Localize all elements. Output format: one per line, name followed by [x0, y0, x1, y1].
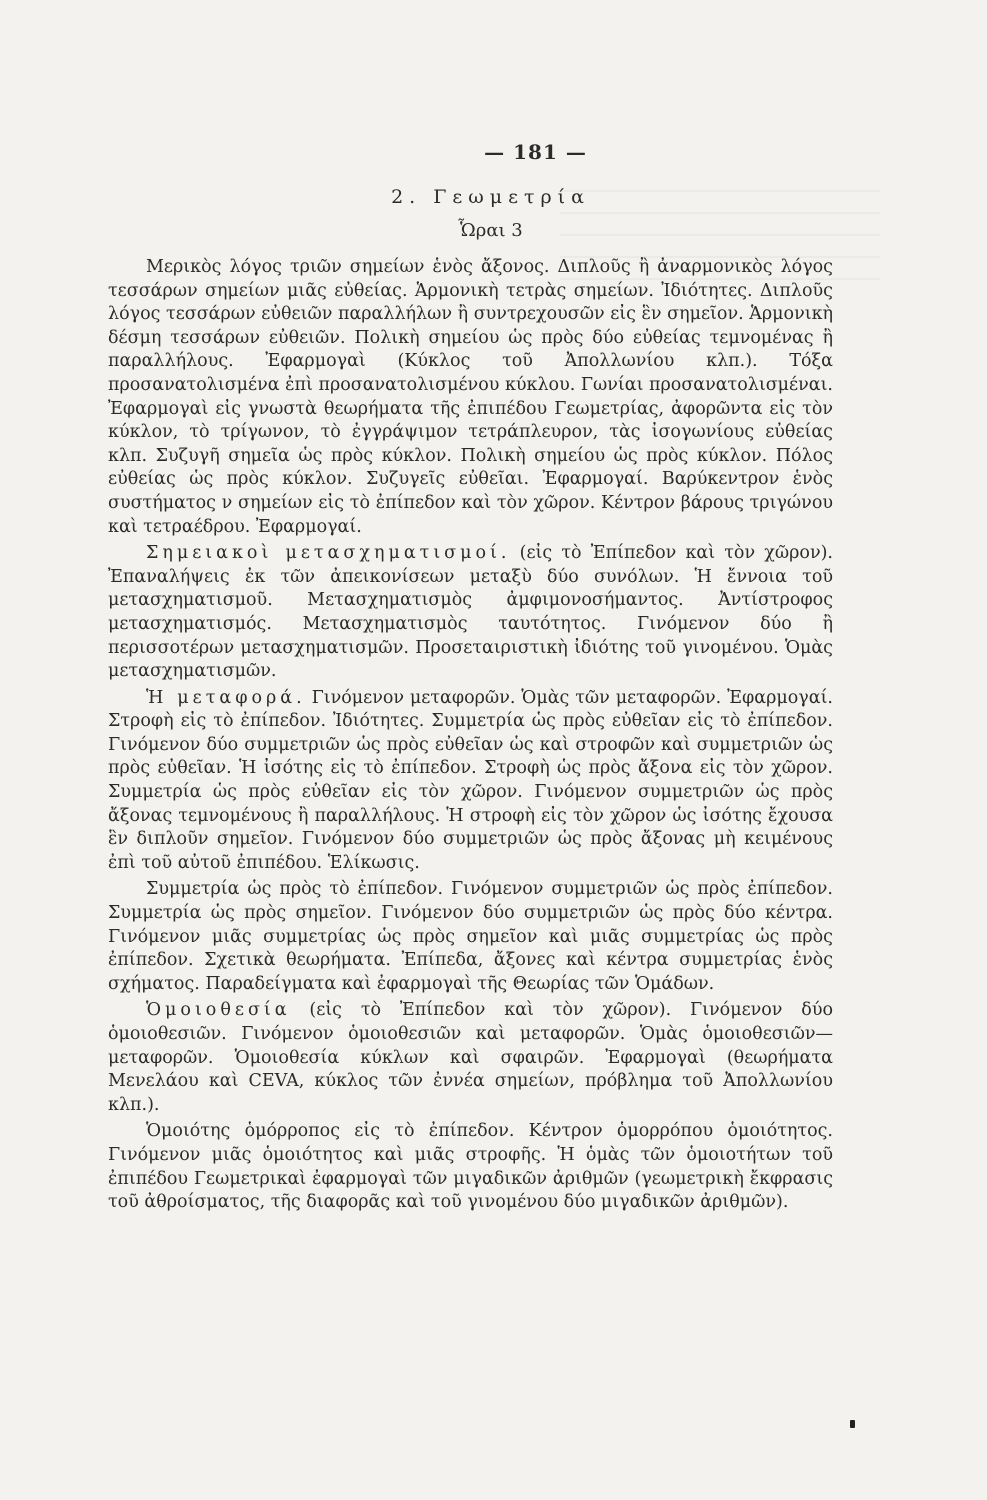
hours-line: Ὧραι 3	[458, 220, 523, 241]
section-title: 2. Γεωμετρία	[391, 186, 590, 208]
page-number: — 181 —	[484, 140, 587, 164]
paragraph-lead: Ὁμοιοθεσία	[146, 1000, 291, 1021]
paragraph-projective	[108, 256, 833, 539]
paragraph-lead: Ἡ μεταφορά.	[146, 687, 306, 708]
ink-speck	[850, 1420, 855, 1428]
paragraph-text: Γινόμενον μεταφορῶν. Ὁμὰς τῶν μεταφορῶν. Ἐφαρμογαί. Στροφὴ εἰς τὸ ἐπίπεδον. Ἰδιότητες. Συμμετρία ὡς πρὸς εὐθεῖαν εἰς τὸ ἐπίπεδον. Γινόμενον δύο συμμετριῶν ὡς πρὸς εὐθεῖαν ὡς καὶ στροφῶν καὶ συμμετριῶν ὡς πρὸς εὐθεῖαν. Ἡ ἰσότης εἰς τὸ ἐπίπεδον. Στροφὴ ὡς πρὸς ἄξονα εἰς τὸν χῶρον. Συμμετρία ὡς πρὸς εὐθεῖαν εἰς τὸν χῶρον. Γινόμενον συμμετριῶν ὡς πρὸς ἄξονας τεμνομένους ἢ παραλλήλους. Ἡ στροφὴ εἰς τὸν χῶρον ὡς ἰσότης ἔχουσα ἓν διπλοῦν σημεῖον. Γινόμενον δύο συμμετριῶν ὡς πρὸς ἄξονας μὴ κειμένους ἐπὶ τοῦ αὐτοῦ ἐπιπέδου. Ἑλίκωσις.	[108, 687, 833, 873]
paragraph-text: (εἰς τὸ Ἐπίπεδον καὶ τὸν χῶρον). Ἐπαναλήψεις ἐκ τῶν ἀπεικονίσεων μεταξὺ δύο συνόλων. Ἡ ἔννοια τοῦ μετασχηματισμοῦ. Μετασχηματισμὸς ἀμφιμονοσήμαντος. Ἀντίστροφος μετασχηματισμός. Μετασχηματισμὸς ταυτότητος. Γινόμενον δύο ἢ περισσοτέρων μετασχηματισμῶν. Προσεταιριστικὴ ἰδιότης τοῦ γινομένου. Ὁμὰς μετασχηματισμῶν.	[108, 543, 833, 682]
paragraph-similarity	[108, 1120, 833, 1214]
document-page	[108, 140, 833, 1215]
paragraph-text: Μερικὸς λόγος τριῶν σημείων ἑνὸς ἄξονος. Διπλοῦς ἢ ἀναρμονικὸς λόγος τεσσάρων σημείων μιᾶς εὐθείας. Ἁρμονικὴ τετρὰς σημείων. Ἰδιότητες. Διπλοῦς λόγος τεσσάρων εὐθειῶν παραλλήλων ἢ συντρεχουσῶν εἰς ἓν σημεῖον. Ἁρμονικὴ δέσμη τεσσάρων εὐθειῶν. Πολικὴ σημείου ὡς πρὸς δύο εὐθείας τεμνομένας ἢ παραλλήλους. Ἐφαρμογαὶ (Κύκλος τοῦ Ἀπολλωνίου κλπ.). Τόξα προσανατολισμένα ἐπὶ προσανατολισμένου κύκλου. Γωνίαι προσανατολισμέναι. Ἐφαρμογαὶ εἰς γνωστὰ θεωρήματα τῆς ἐπιπέδου Γεωμετρίας, ἀφορῶντα εἰς τὸν κύκλον, τὸ τρίγωνον, τὸ ἐγγράψιμον τετράπλευρον, τὰς ἰσογωνίους εὐθείας κλπ. Συζυγῆ σημεῖα ὡς πρὸς κύκλον. Πολικὴ σημείου ὡς πρὸς κύκλον. Πόλος εὐθείας ὡς πρὸς κύκλον. Συζυγεῖς εὐθεῖαι. Ἐφαρμογαί. Βαρύκεντρον ἑνὸς συστήματος ν σημείων εἰς τὸ ἐπίπεδον καὶ τὸν χῶρον. Κέντρον βάρους τριγώνου καὶ τετραέδρου. Ἐφαρμογαί.	[108, 257, 833, 537]
paragraph-text: (εἰς τὸ Ἐπίπεδον καὶ τὸν χῶρον). Γινόμενον δύο ὁμοιοθεσιῶν. Γινόμενον ὁμοιοθεσιῶν καὶ μεταφορῶν. Ὁμὰς ὁμοιοθεσιῶν—μεταφορῶν. Ὁμοιοθεσία κύκλων καὶ σφαιρῶν. Ἐφαρμογαὶ (θεωρήματα Μενελάου καὶ CEVA, κύκλος τῶν ἐννέα σημείων, πρόβλημα τοῦ Ἀπολλωνίου κλπ.).	[108, 1000, 833, 1115]
paragraph-text: Συμμετρία ὡς πρὸς τὸ ἐπίπεδον. Γινόμενον συμμετριῶν ὡς πρὸς ἐπίπεδον. Συμμετρία ὡς πρὸς σημεῖον. Γινόμενον δύο συμμετριῶν ὡς πρὸς δύο κέντρα. Γινόμενον μιᾶς συμμετρίας ὡς πρὸς σημεῖον καὶ μιᾶς συμμετρίας ὡς πρὸς ἐπίπεδον. Σχετικὰ θεωρήματα. Ἐπίπεδα, ἄξονες καὶ κέντρα συμμετρίας ἑνὸς σχήματος. Παραδείγματα καὶ ἐφαρμογαὶ τῆς Θεωρίας τῶν Ὁμάδων.	[108, 879, 833, 994]
paragraph-homothety	[108, 999, 833, 1117]
paragraph-translation	[108, 687, 833, 876]
paragraph-lead: Σημειακοὶ μετασχηματισμοί.	[146, 543, 511, 564]
paragraph-plane-symmetry	[108, 878, 833, 996]
paragraph-point-transformations	[108, 542, 833, 684]
paragraph-text: Ὁμοιότης ὁμόρροπος εἰς τὸ ἐπίπεδον. Κέντρον ὁμορρόπου ὁμοιότητος. Γινόμενον μιᾶς ὁμοιότητος καὶ μιᾶς στροφῆς. Ἡ ὁμὰς τῶν ὁμοιοτήτων τοῦ ἐπιπέδου Γεωμετρικαὶ ἐφαρμογαὶ τῶν μιγαδικῶν ἀριθμῶν (γεωμετρικὴ ἔκφρασις τοῦ ἀθροίσματος, τῆς διαφορᾶς καὶ τοῦ γινομένου δύο μιγαδικῶν ἀριθμῶν).	[108, 1121, 833, 1213]
